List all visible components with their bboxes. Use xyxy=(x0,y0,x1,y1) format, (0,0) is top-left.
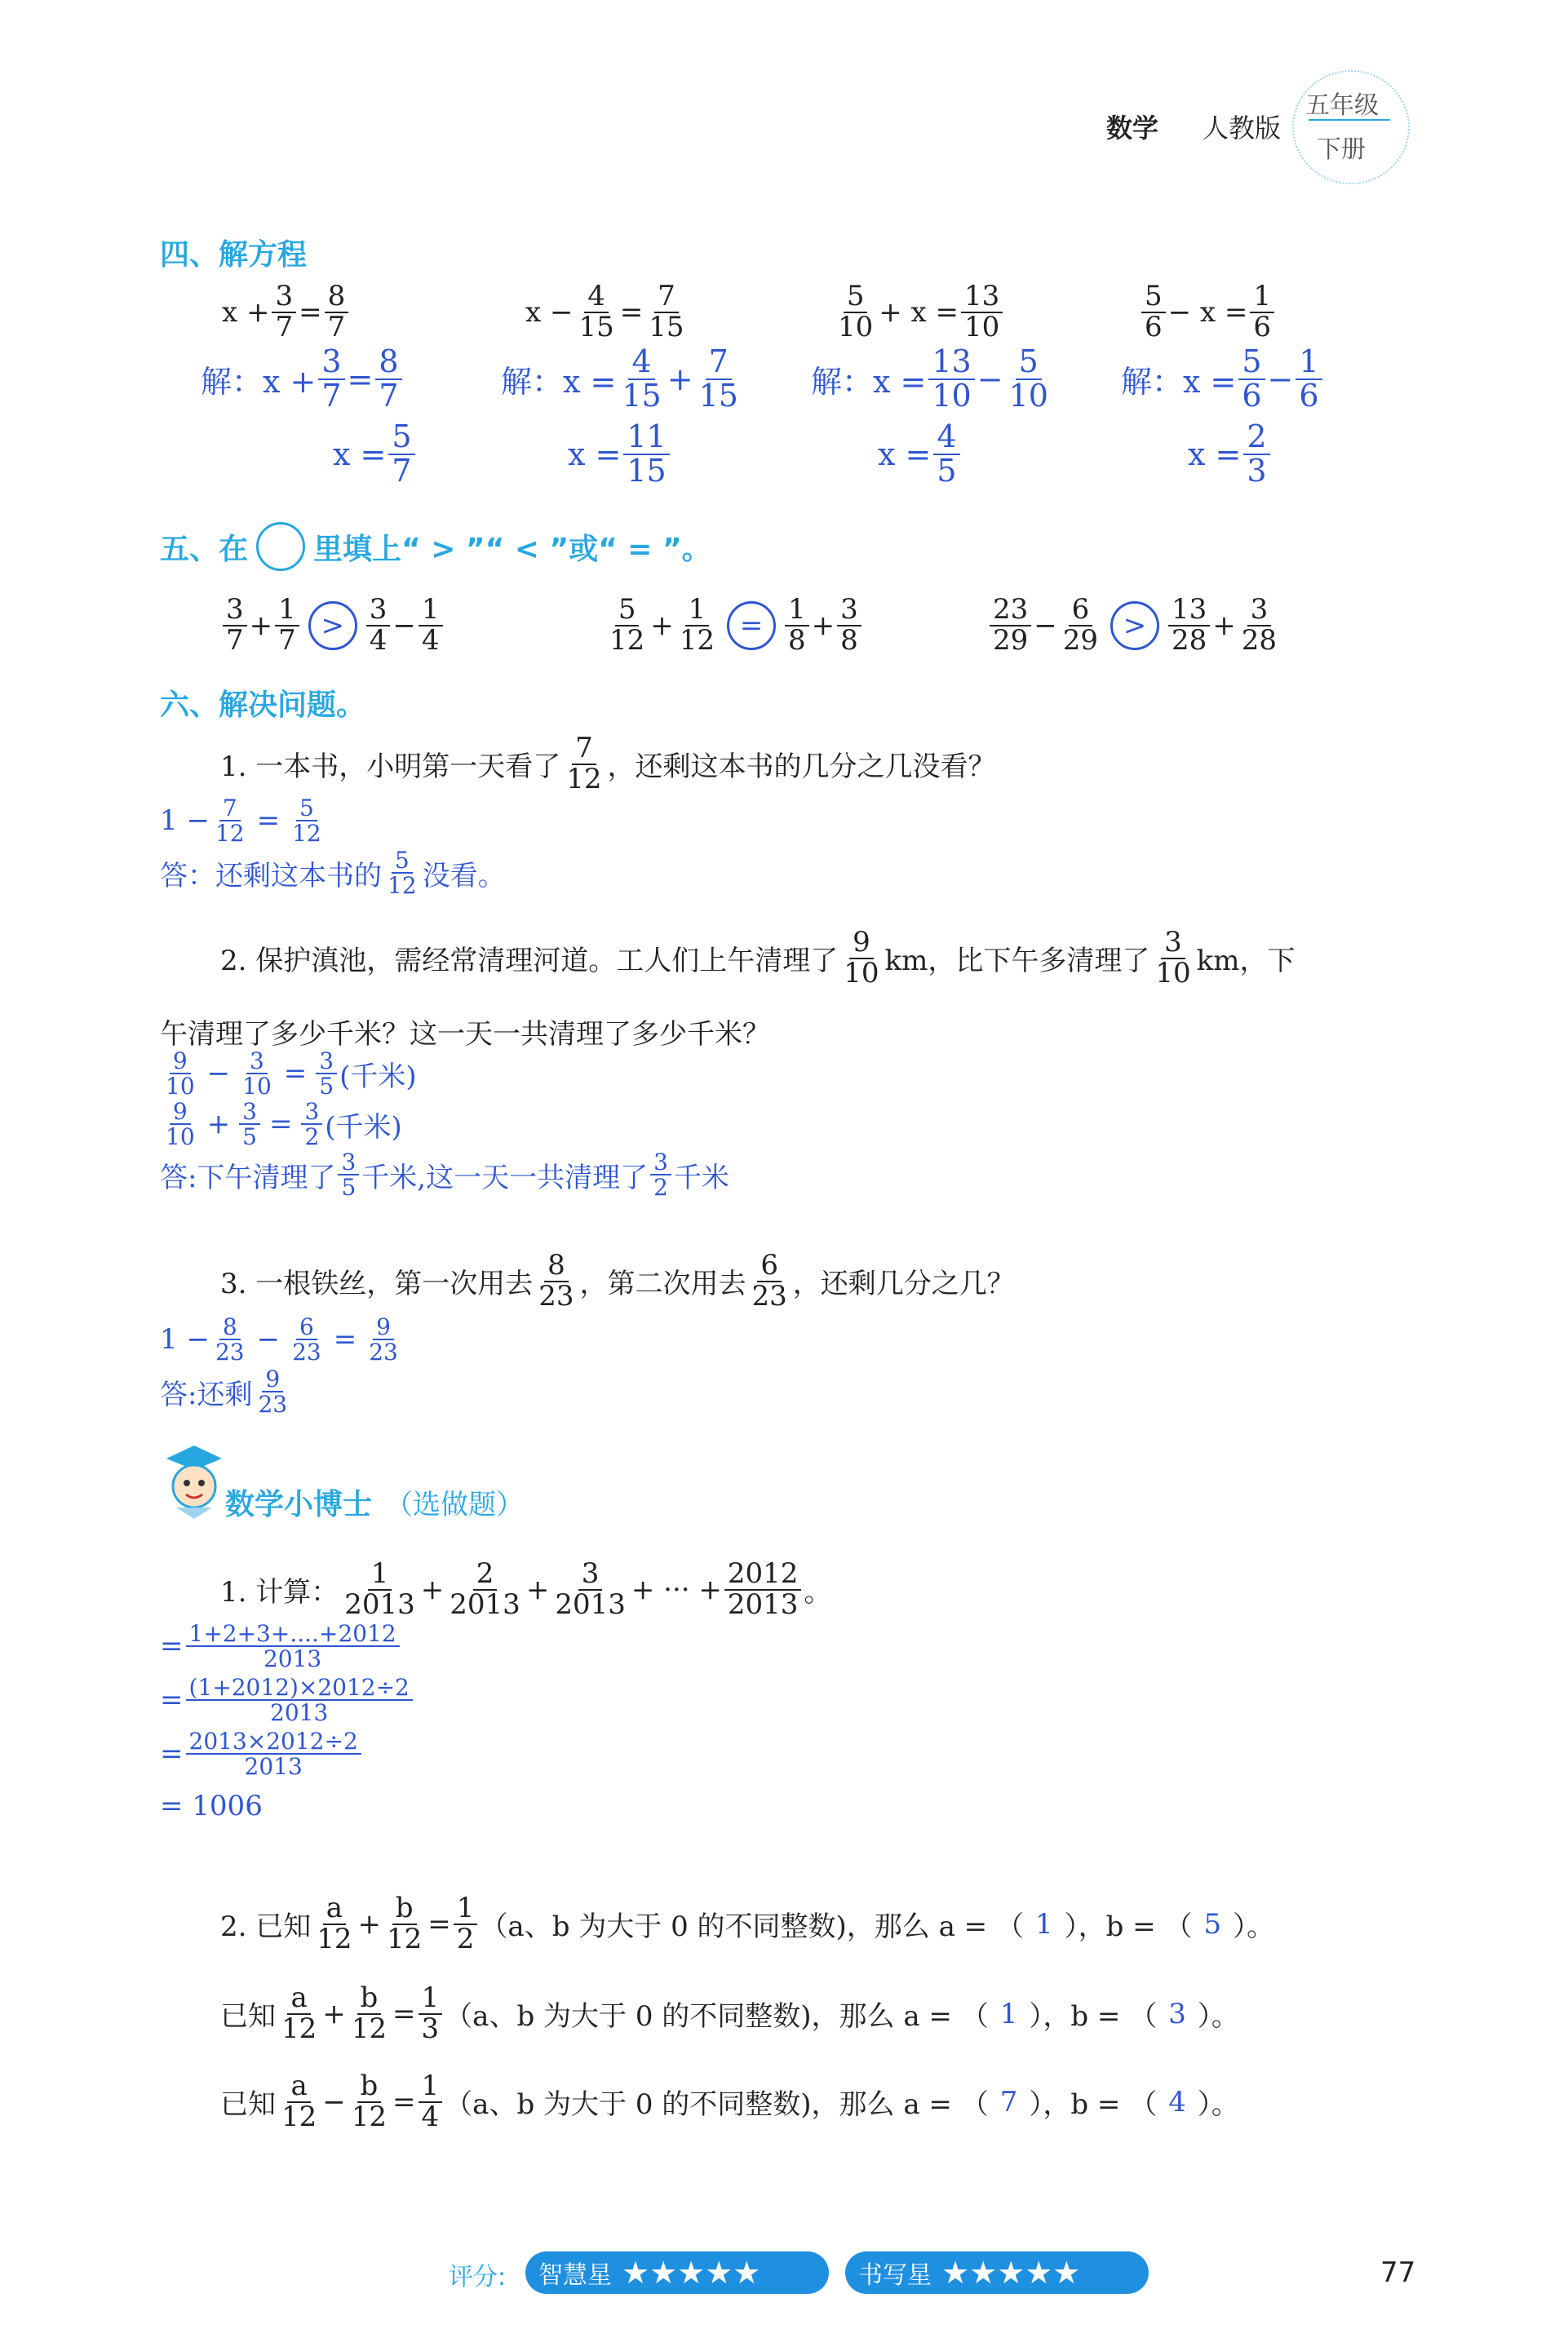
section6-title: 六、解决问题。 xyxy=(160,688,366,722)
bonus-q1-step1: = $\frac{1+2+3+....+2012}{2013}$ xyxy=(160,1622,402,1671)
bonus-q1-result: = 1006 xyxy=(160,1790,263,1822)
problem1-answer: 答：还剩这本书的 $\frac{5}{12}$ 没看。 xyxy=(160,847,506,900)
problem2-work2: $\frac{9}{10}$ + $\frac{3}{5}$ = $\frac{3}{2}$ (千米) xyxy=(166,1098,402,1151)
header-volume: 下册 xyxy=(1317,135,1366,164)
compare-2-sign: = xyxy=(727,601,776,650)
star-icon: ★★★★★ xyxy=(622,2255,761,2291)
bonus-q2-line1: 2. 已知 $\frac{a}{12}$ + $\frac{b}{12}$ = $\frac{1}{2}$ （a、b 为大于 0 的不同整数)，那么 a = （ 1 ），b = （ 5 ）。 xyxy=(220,1892,1275,1955)
page-number: 77 xyxy=(1380,2256,1416,2289)
problem1-question: 1. 一本书，小明第一天看了 $\frac{7}{12}$ ，还剩这本书的几分之几没看？ xyxy=(220,732,996,795)
eq2-question: x − $\frac{4}{15}$ = $\frac{7}{15}$ xyxy=(525,280,684,343)
eq1-solution: 解：x + $\frac{3}{7}$ = $\frac{8}{7}$ xyxy=(201,346,405,413)
header-edition: 人教版 xyxy=(1203,113,1282,144)
score-label: 评分: xyxy=(449,2263,507,2291)
compare-3: $\frac{23}{29}$ − $\frac{6}{29}$ > $\frac{13}{28}$ + $\frac{3}{28}$ xyxy=(987,595,1282,655)
problem3-work: 1 − $\frac{8}{23}$ − $\frac{6}{23}$ = $\frac{9}{23}$ xyxy=(160,1313,398,1366)
compare-1: $\frac{3}{7}$ + $\frac{1}{7}$ > $\frac{3}{4}$ − $\frac{1}{4}$ xyxy=(220,595,445,655)
bonus-q2-line3: 已知 $\frac{a}{12}$ − $\frac{b}{12}$ = $\frac{1}{4}$ （a、b 为大于 0 的不同整数)，那么 a = （ 7 ），b = （ 4 ）。 xyxy=(220,2070,1239,2133)
bonus-q1-step3: = $\frac{2013\times 2012\div 2}{2013}$ xyxy=(160,1729,364,1779)
eq4-result: x = $\frac{2}{3}$ xyxy=(1188,421,1273,488)
eq3-result: x = $\frac{4}{5}$ xyxy=(878,421,963,488)
grade-divider xyxy=(1309,119,1390,121)
answer-b-1: 5 xyxy=(1203,1907,1222,1941)
problem1-work: 1 − $\frac{7}{12}$ = $\frac{5}{12}$ xyxy=(160,795,321,848)
cartoon-boy-icon xyxy=(160,1441,228,1522)
eq1-result: x = $\frac{5}{7}$ xyxy=(333,421,418,488)
section5-title: 五、在 里填上“ > ”“ < ”或“ = ”。 xyxy=(160,522,711,571)
compare-2: $\frac{5}{12}$ + $\frac{1}{12}$ = $\frac{1}{8}$ + $\frac{3}{8}$ xyxy=(604,595,864,655)
compare-1-sign: > xyxy=(308,601,357,650)
problem2-answer: 答:下午清理了 $\frac{3}{5}$ 千米,这一天一共清理了 $\frac{3}{2}$ 千米 xyxy=(160,1149,729,1202)
eq3-question: $\frac{5}{10}$ + x = $\frac{13}{10}$ xyxy=(832,282,1005,342)
compare-3-sign: > xyxy=(1110,601,1159,650)
answer-a-2: 1 xyxy=(999,1997,1018,2030)
answer-a-1: 1 xyxy=(1034,1907,1053,1941)
bonus-title: 数学小博士 （选做题） xyxy=(225,1488,525,1521)
eq3-solution: 解：x = $\frac{13}{10}$ − $\frac{5}{10}$ xyxy=(811,343,1048,414)
header-grade: 五年级 xyxy=(1305,91,1379,120)
blank-circle-icon xyxy=(256,522,305,571)
eq4-question: $\frac{5}{6}$ − x = $\frac{1}{6}$ xyxy=(1139,282,1277,342)
problem2-work1: $\frac{9}{10}$ − $\frac{3}{10}$ = $\frac{3}{5}$ (千米) xyxy=(166,1047,417,1100)
eq4-solution: 解：x = $\frac{5}{6}$ − $\frac{1}{6}$ xyxy=(1121,346,1325,413)
section4-title: 四、解方程 xyxy=(160,238,308,272)
writing-star-rating: 书写星 ★★★★★ xyxy=(845,2251,1149,2294)
wisdom-star-rating: 智慧星 ★★★★★ xyxy=(525,2251,829,2294)
header-subject: 数学 xyxy=(1106,113,1159,144)
answer-b-3: 4 xyxy=(1168,2085,1186,2118)
bonus-q1-step2: = $\frac{(1+2012)\times 2012\div 2}{2013}$ xyxy=(160,1676,415,1725)
bonus-q1: 1. 计算： $\frac{1}{2013}$ + $\frac{2}{2013}$ + $\frac{3}{2013}$ + ··· + $\frac{2012}{2013}$ 。 xyxy=(220,1557,832,1621)
eq2-solution: 解：x = $\frac{4}{15}$ + $\frac{7}{15}$ xyxy=(501,343,738,414)
bonus-q2-line2: 已知 $\frac{a}{12}$ + $\frac{b}{12}$ = $\frac{1}{3}$ （a、b 为大于 0 的不同整数)，那么 a = （ 1 ），b = （ 3 ）。 xyxy=(220,1981,1239,2045)
problem2-question-cont: 午清理了多少千米？这一天一共清理了多少千米？ xyxy=(160,1018,770,1051)
problem3-answer: 答:还剩 $\frac{9}{23}$ xyxy=(160,1366,288,1419)
eq1-question: x + $\frac{3}{7}$ = $\frac{8}{7}$ xyxy=(222,282,351,342)
problem3-question: 3. 一根铁丝，第一次用去 $\frac{8}{23}$ ，第二次用去 $\frac{6}{23}$ ，还剩几分之几？ xyxy=(220,1249,1015,1313)
problem2-question: 2. 保护滇池，需经常清理河道。工人们上午清理了 $\frac{9}{10}$ km，比下午多清理了 $\frac{3}{10}$ km，下 xyxy=(220,926,1296,989)
star-icon: ★★★★★ xyxy=(941,2255,1081,2291)
answer-b-2: 3 xyxy=(1168,1997,1186,2030)
eq2-result: x = $\frac{11}{15}$ xyxy=(568,421,672,488)
answer-a-3: 7 xyxy=(999,2085,1018,2118)
